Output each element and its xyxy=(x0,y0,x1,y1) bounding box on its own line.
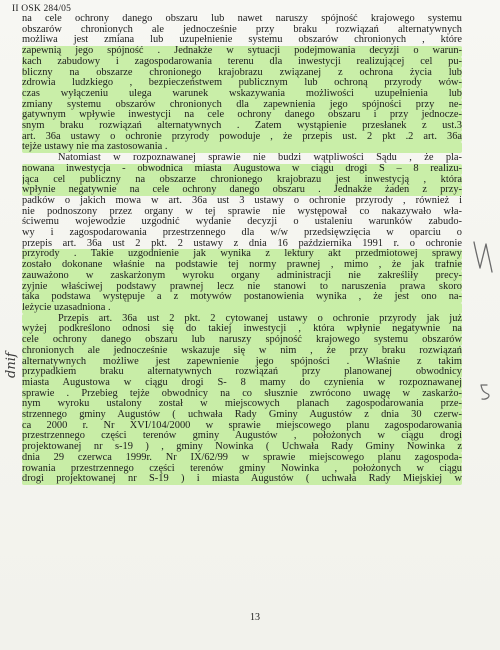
handwritten-margin-note: dnif xyxy=(4,352,19,378)
text-line-highlighted: alternatywnych możliwe jest zapewnienie jego spójności . Właśnie z takim xyxy=(22,356,462,367)
text-line-highlighted: leżycie uzasadniona . xyxy=(22,303,462,314)
text-line-highlighted: sprawie . Przebieg tejże obwodnicy na co słusznie zwrócono uwagę w zaskarżo- xyxy=(22,388,462,399)
text-line-highlighted: strzennego gminy Augustów ( uchwała Rady Gminy Augustów z dnia 30 czerw- xyxy=(22,410,462,421)
text-line-highlighted: cele ochrony danego obszaru lub naruszy spójność krajowego systemu obszarów xyxy=(22,335,462,346)
text-line-highlighted: wpłynie negatywnie na cele ochrony danego obszaru . Jednakże żaden z przy- xyxy=(22,185,462,196)
case-number: II OSK 284/05 xyxy=(12,4,72,14)
text-line-highlighted: zdrowia ludzkiego , bezpieczeństwem publicznym lub ochroną przyrody wów- xyxy=(22,78,462,89)
text-line-highlighted: ca 2000 r. Nr XVI/104/2000 w sprawie miejscowego planu zagospodarowania xyxy=(22,420,462,431)
text-line-highlighted: przestrzennego części terenów gminy Augustów , położonych w ciągu drogi xyxy=(22,431,462,442)
text-line-highlighted: zmiany systemu obszarów chronionych dla zapewnienia jego spójności przy ne- xyxy=(22,99,462,110)
text-line: na cele ochrony danego obszaru lub nawet naruszy spójność krajowego systemu xyxy=(22,14,462,24)
text-line-highlighted: jąca cel publiczny na obszarze chronionego krajobrazu jest inwestycją , która xyxy=(22,174,462,185)
body-text xyxy=(22,14,462,485)
text-line-highlighted: projektowanej nr s-19 ) , gminy Nowinka ( Uchwała Rady Gminy Nowinka z xyxy=(22,442,462,453)
text-line-highlighted: zauważono w zaskarżonym wyroku organy administracji nie zakreśliły precy- xyxy=(22,270,462,281)
text-line-highlighted: nowana inwestycja - obwodnica miasta Augustowa w ciągu drogi S – 8 realizu- xyxy=(22,163,462,174)
handwritten-mark-icon xyxy=(470,238,496,278)
text-line-highlighted: kach zabudowy i zagospodarowania terenu dla inwestycji realizującej cel pu- xyxy=(22,56,462,67)
text-line: wy i zagospodarowania przestrzennego dla w/w przedsięwzięcia w oparciu o xyxy=(22,228,462,239)
text-line: obszarów chronionych ale jednocześnie przy braku rozwiązań alternatywnych xyxy=(22,24,462,35)
text-line-highlighted: chronionych ale jednocześnie wskazuje się w nim , że przy braku rozwiązań xyxy=(22,345,462,356)
page-number: 13 xyxy=(250,612,260,623)
text-line-highlighted: przypadkiem braku alternatywnych rozwiązań przy planowanej obwodnicy xyxy=(22,367,462,378)
text-line: padków o jakich mowa w art. 36a ust 3 ustawy o ochronie przyrody , również i xyxy=(22,195,462,206)
text-line-highlighted: czas wyłączeniu ulega warunek wskazywania możliwości uzupełnienia lub xyxy=(22,88,462,99)
text-line-highlighted: zyjnie właściwej podstawy prawnej lecz nie stanowi to naruszenia prawa skoro xyxy=(22,281,462,292)
paragraph-start-highlighted: Przepis art. 36a ust 2 pkt. 2 cytowanej ustawy o ochronie przyrody jak już xyxy=(22,314,462,325)
text-line-highlighted: wyżej podkreślono odnosi się do takiej inwestycji , która wpłynie negatywnie na xyxy=(22,324,462,335)
text-line-highlighted: miasta Augustowa w ciągu drogi S- 8 mamy do czynienia w rozpoznawanej xyxy=(22,377,462,388)
text-line-highlighted: art. 36a ustawy o ochronie przyrody powoduje , że przepis ust. 2 pkt .2 art. 36a xyxy=(22,131,462,142)
text-line-highlighted: dnia 29 czerwca 1999r. Nr IX/62/99 w sprawie miejscowego planu zagospoda- xyxy=(22,452,462,463)
text-line-highlighted: nym wyroku ustalony został w miejscowych planach zagospodarowania prze- xyxy=(22,399,462,410)
text-line-highlighted: rowania przestrzennego części terenów gminy Nowinka , położonych w ciągu xyxy=(22,463,462,474)
text-line: możliwa jest zmiana lub uzupełnienie systemu obszarów chronionych , które xyxy=(22,35,462,46)
text-line: nie podnoszony przez organy w tej sprawie nie występował co nakazywało wła- xyxy=(22,206,462,217)
text-line: przepis art. 36a ust 2 pkt. 2 ustawy z dnia 16 października 1991 r. o ochronie xyxy=(22,238,462,249)
handwritten-mark-icon xyxy=(478,382,494,402)
text-line-highlighted: gatywnym wpływie inwestycji na cele ochrony danego obszaru i przy jednocze- xyxy=(22,110,462,121)
text-line-highlighted: zapewnią jego spójność . Jednakże w sytuacji podejmowania decyzji o warun- xyxy=(22,46,462,57)
text-line-highlighted: tejże ustawy nie ma zastosowania . xyxy=(22,142,462,153)
text-line-highlighted: snym braku rozwiązań alternatywnych . Zatem wystąpienie przesłanek z ust.3 xyxy=(22,121,462,132)
text-line-highlighted: zostało dokonane właśnie na podstawie tej normy prawnej , mimo , że jak trafnie xyxy=(22,260,462,271)
text-line-highlighted: przyrody . Takie uzgodnienie jak wynika z lektury akt przedmiotowej sprawy xyxy=(22,249,462,260)
text-line-highlighted: drogi projektowanej nr S-19 ) i miasta Augustów ( uchwała Rady Miejskiej w xyxy=(22,474,462,485)
paragraph-start: Natomiast w rozpoznawanej sprawie nie budzi wątpliwości Sądu , że pla- xyxy=(58,153,462,164)
text-line-highlighted: bliczny na obszarze chronionego krajobrazu związanej z ochrona życia lub xyxy=(22,67,462,78)
text-line-highlighted: taka podstawa występuje a z motywów postanowienia wynika , że jest ono na- xyxy=(22,292,462,303)
text-line: ściwemu wojewodzie uzgodnić wydanie decyzji o ustaleniu warunków zabudo- xyxy=(22,217,462,228)
